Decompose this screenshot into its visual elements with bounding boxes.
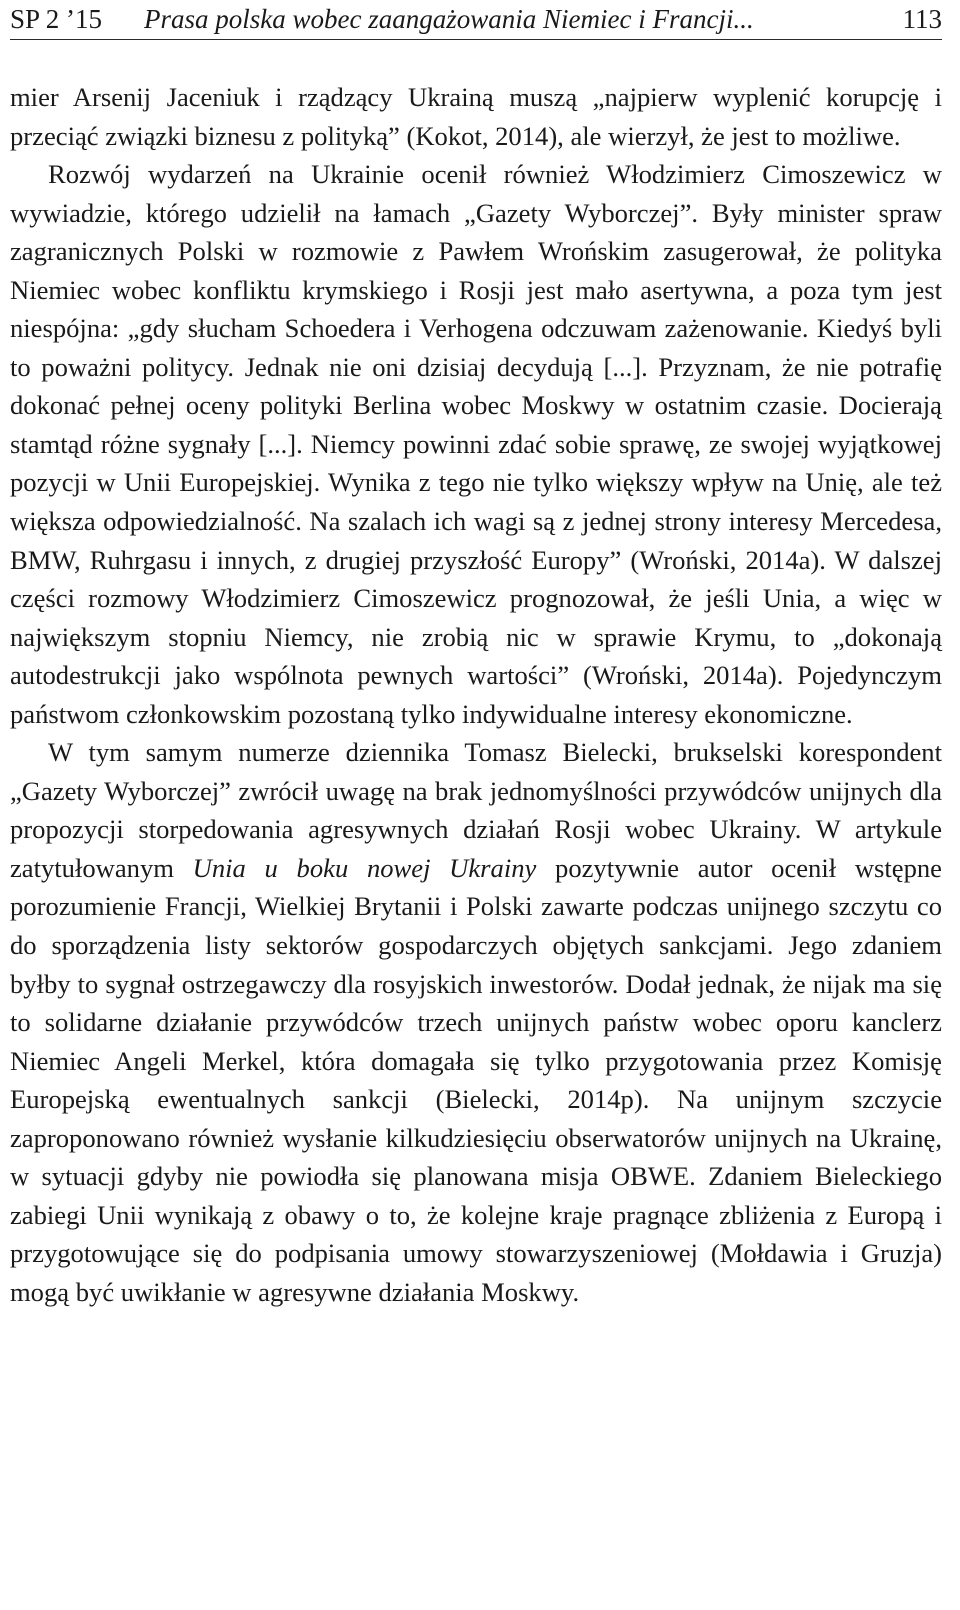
paragraph-3-text-end: pozytywnie autor ocenił wstępne porozumienie Francji, Wielkiej Brytanii i Polski zawarte podczas unijnego szczytu co do sporządzenia listy sektorów gospodarczych objętych sankcjami. Jego zdaniem byłby to sygnał ostrzegawczy dla rosyjskich inwestorów. Dodał jednak, że nijak ma się to solidarne działanie przywódców trzech unijnych państw wobec oporu kanclerz Niemiec Angeli Merkel, która domagała się tylko przygotowania przez Komisję Europejską ewentualnych sankcji (Bielecki, 2014p). Na unijnym szczycie zaproponowano również wysłanie kilkudziesięciu obserwatorów unijnych na Ukrainę, w sytuacji gdyby nie powiodła się planowana misja OBWE. Zdaniem Bieleckiego zabiegi Unii wynikają z obawy o to, że kolejne kraje pragnące zbliżenia z Europą i przygotowujące się do podpisania umowy stowarzyszeniowej (Mołdawia i Gruzja) mogą być uwikłanie w agresywne działania Moskwy. xyxy=(10,852,942,1307)
running-head xyxy=(10,0,942,40)
article-body xyxy=(10,78,942,1312)
paragraph-2: Rozwój wydarzeń na Ukrainie ocenił również Włodzimierz Cimoszewicz w wywiadzie, którego udzielił na łamach „Gazety Wyborczej”. Były minister spraw zagranicznych Polski w rozmowie z Pawłem Wrońskim zasugerował, że polityka Niemiec wobec konfliktu krymskiego i Rosji jest mało asertywna, a poza tym jest niespójna: „gdy słucham Schoedera i Verhogena odczuwam zażenowanie. Kiedyś byli to poważni politycy. Jednak nie oni dzisiaj decydują [...]. Przyznam, że nie potrafię dokonać pełnej oceny polityki Berlina wobec Moskwy w ostatnim czasie. Docierają stamtąd różne sygnały [...]. Niemcy powinni zdać sobie sprawę, ze swojej wyjątkowej pozycji w Unii Europejskiej. Wynika z tego nie tylko większy wpływ na Unię, ale też większa odpowiedzialność. Na szalach ich wagi są z jednej strony interesy Mercedesa, BMW, Ruhrgasu i innych, z drugiej przyszłość Europy” (Wroński, 2014a). W dalszej części rozmowy Włodzimierz Cimoszewicz prognozował, że jeśli Unia, a więc w największym stopniu Niemcy, nie zrobią nic w sprawie Krymu, to „dokonają autodestrukcji jako wspólnota pewnych wartości” (Wroński, 2014a). Pojedynczym państwom członkowskim pozostaną tylko indywidualne interesy ekonomiczne. xyxy=(10,159,942,729)
page-number: 113 xyxy=(902,4,942,34)
paragraph-3-text-start: W tym samym numerze dziennika Tomasz Bielecki, brukselski korespondent „Gazety Wyborczej” zwrócił uwagę na brak jednomyślności przywódców unijnych dla propozycji storpedowania agresywnych działań Rosji wobec Ukrainy. W artykule zatytułowanym xyxy=(10,737,942,883)
journal-issue: SP 2 ’15 xyxy=(10,4,103,34)
running-title: Prasa polska wobec zaangażowania Niemiec i Francji... xyxy=(144,4,754,34)
paragraph-1: mier Arsenij Jaceniuk i rządzący Ukrainą muszą „najpierw wyplenić korupcję i przeciąć związki biznesu z polityką” (Kokot, 2014), ale wierzył, że jest to możliwe. xyxy=(10,82,942,151)
paragraph-3 xyxy=(10,733,942,1311)
cited-article-title: Unia u boku nowej Ukrainy xyxy=(192,852,537,883)
